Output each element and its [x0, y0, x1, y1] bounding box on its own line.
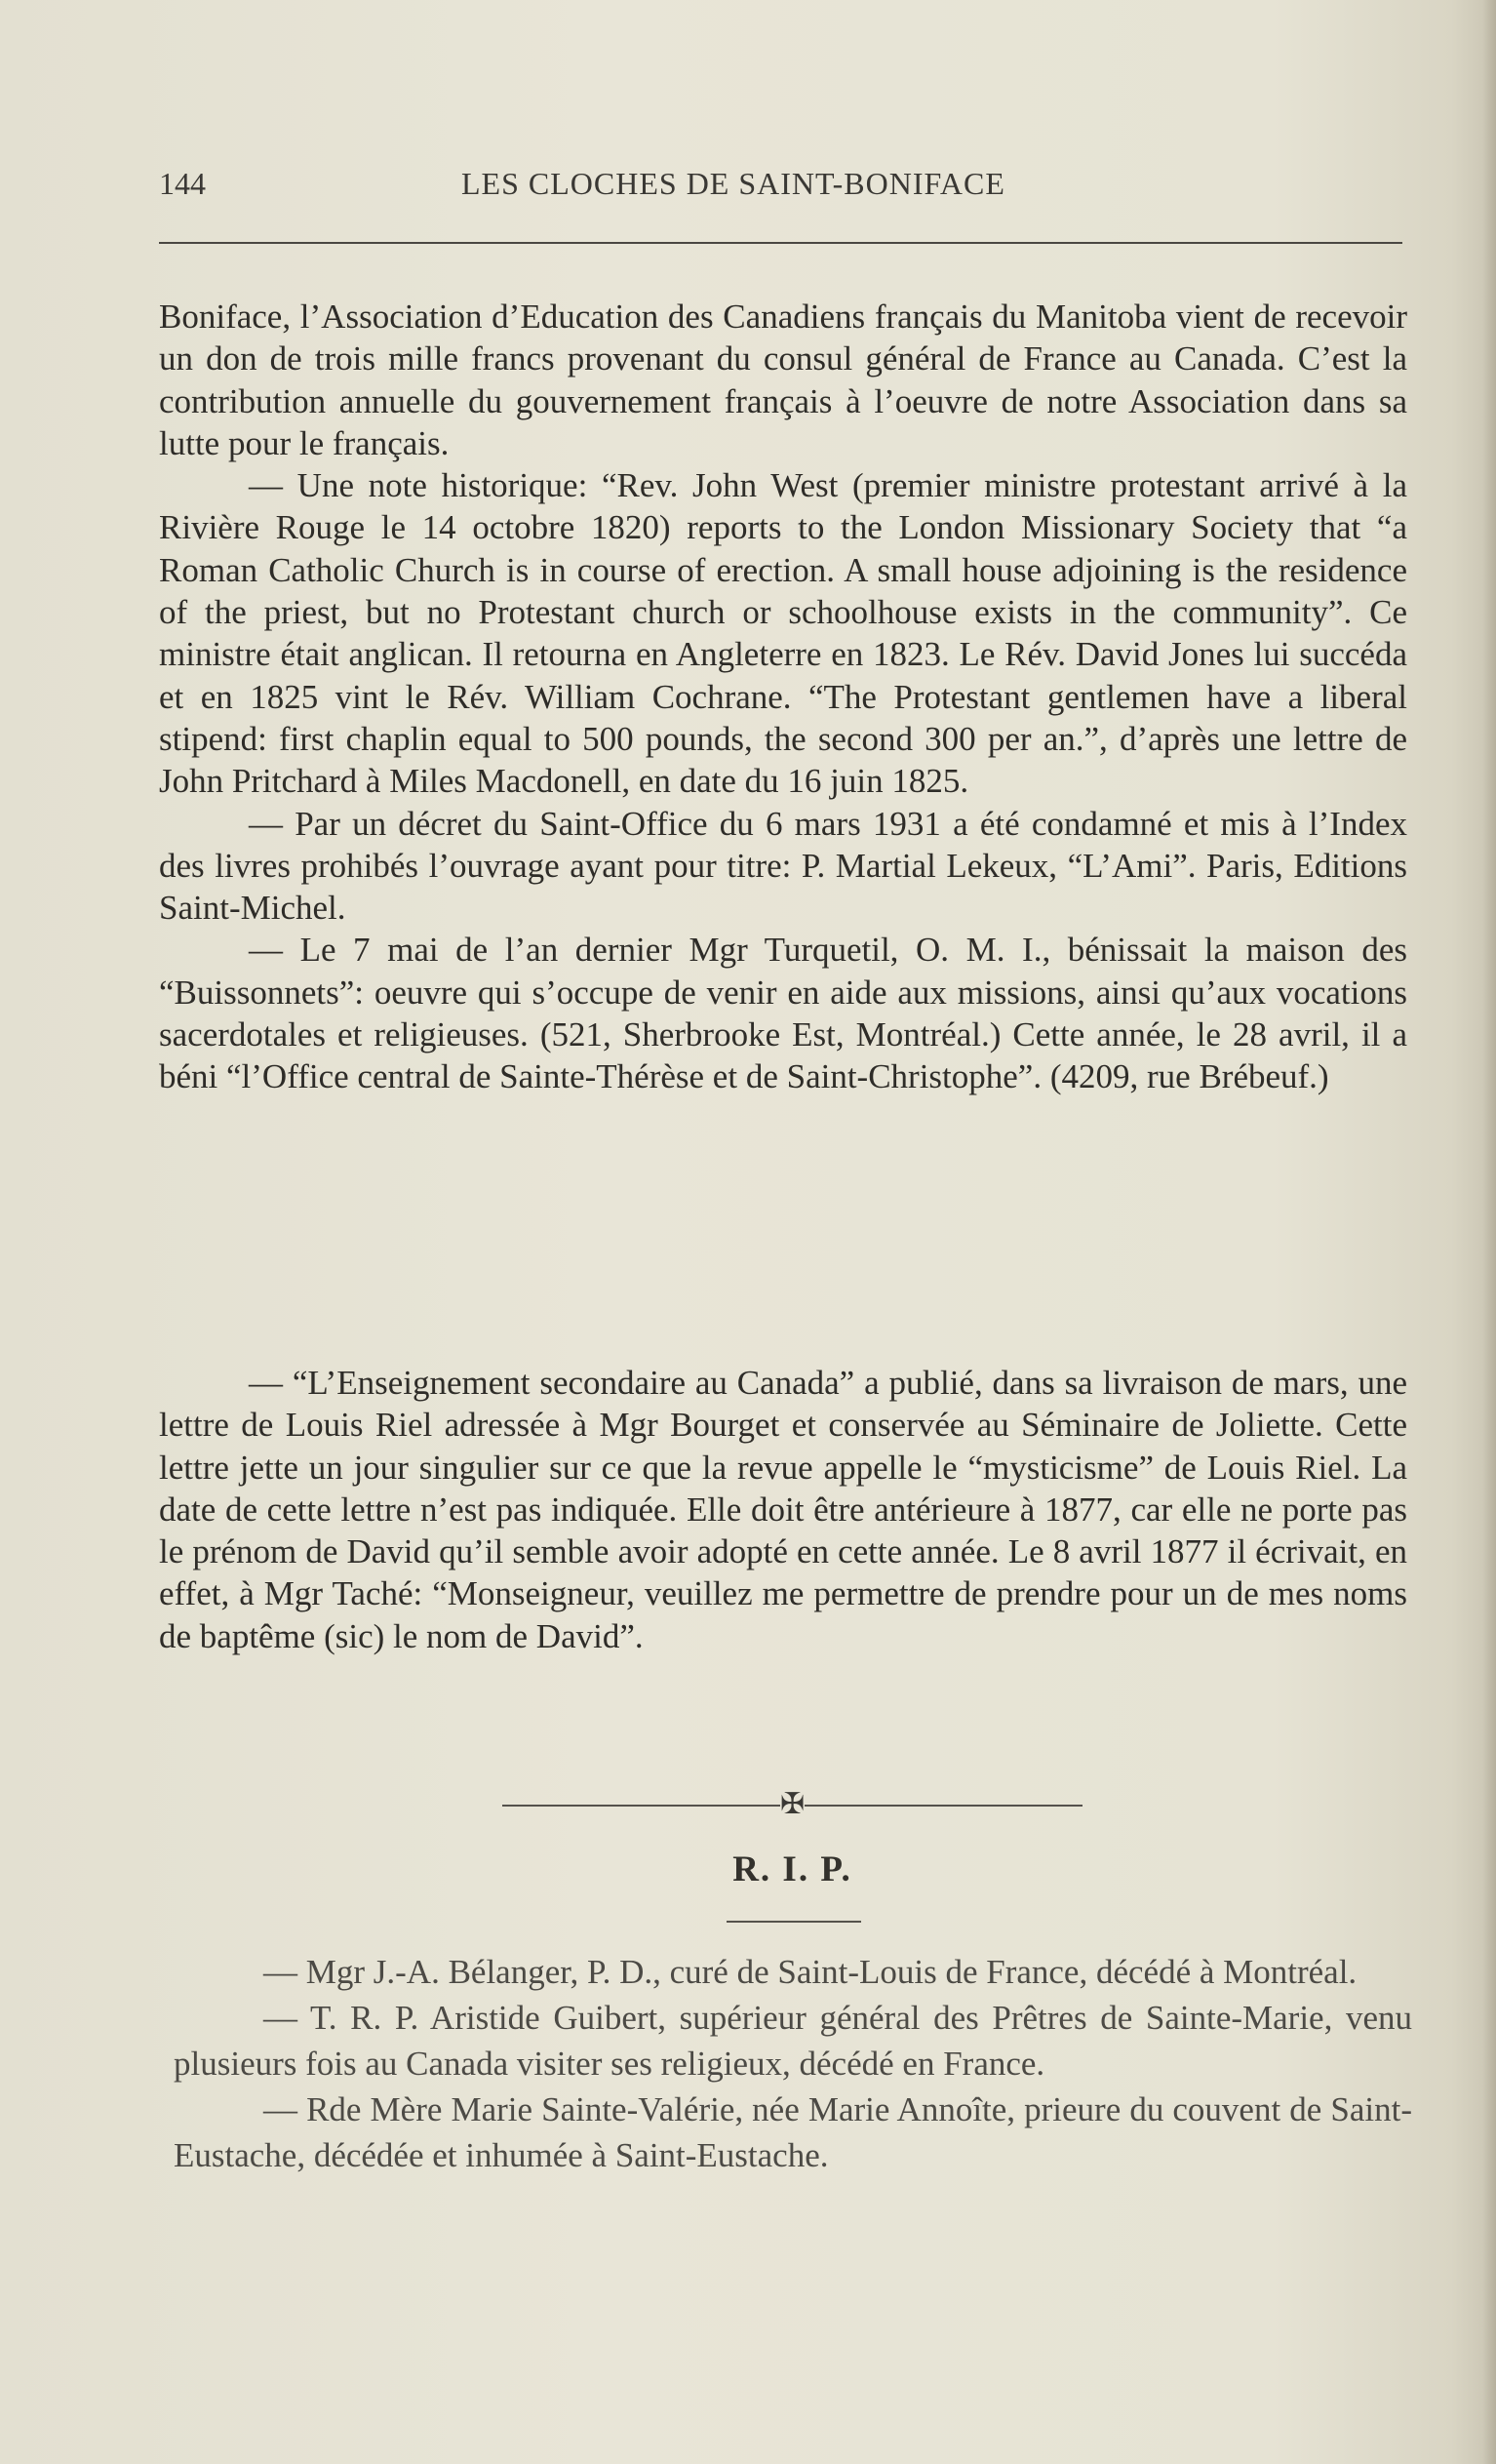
main-text-block	[159, 296, 1407, 1098]
rip-section-rule	[727, 1921, 861, 1923]
ornament-line-right	[805, 1805, 1083, 1807]
paragraph-riel-letter: — “L’Enseignement secondaire au Canada” a publié, dans sa livraison de mars, une lettre de Louis Riel adressée à Mgr Bourget et conservée au Séminaire de Joliette. Cette lettre jette un jour singulier sur ce que la revue appelle le “mysticisme” de Louis Riel. La date de cette lettre n’est pas indiquée. Elle doit être antérieure à 1877, car elle ne porte pas le prénom de David qu’il semble avoir adopté en cette année. Le 8 avril 1877 il écrivait, en effet, à Mgr Taché: “Monseigneur, veuillez me permettre de prendre pour un de mes noms de baptême (sic) le nom de David”.	[159, 1364, 1407, 1655]
rip-list	[174, 1949, 1412, 2178]
page-edge-shadow	[1482, 0, 1496, 2464]
page-header	[159, 166, 1402, 215]
paragraph-buissonnets: — Le 7 mai de l’an dernier Mgr Turquetil, O. M. I., bénissait la maison des “Buissonnets”: oeuvre qui s’occupe de venir en aide aux missions, ainsi qu’aux vocations sacerdotales et religieuses. (521, Sherbrooke Est, Montréal.) Cette année, le 28 avril, il a béni “l’Office central de Sainte-Thérèse et de Saint-Christophe”. (4209, rue Brébeuf.)	[159, 931, 1407, 1096]
paragraph-association: Boniface, l’Association d’Education des Canadiens français du Manitoba vient de recevoir un don de trois mille francs provenant du consul général de France au Canada. C’est la contribution annuelle du gouvernement français à l’oeuvre de notre Association dans sa lutte pour le français.	[159, 298, 1407, 462]
riel-text-block	[159, 1362, 1407, 1657]
maltese-cross-icon: ✠	[780, 1787, 806, 1821]
ornament-line-left	[502, 1805, 780, 1807]
paragraph-saint-office: — Par un décret du Saint-Office du 6 mars 1931 a été condamné et mis à l’Index des livres prohibés l’ouvrage ayant pour titre: P. Martial Lekeux, “L’Ami”. Paris, Editions Saint-Michel.	[159, 804, 1407, 928]
rip-section-title: R. I. P.	[732, 1849, 852, 1889]
rip-item-belanger: — Mgr J.-A. Bélanger, P. D., curé de Saint-Louis de France, décédé à Montréal.	[263, 1953, 1358, 1991]
running-title: LES CLOCHES DE SAINT-BONIFACE	[461, 166, 1005, 201]
header-rule	[159, 242, 1402, 244]
paragraph-historical-note: — Une note historique: “Rev. John West (premier ministre protestant arrivé à la Rivière Rouge le 14 octobre 1820) reports to the London Missionary Society that “a Roman Catholic Church is in course of erection. A small house adjoining is the residence of the priest, but no Protestant church or schoolhouse exists in the community”. Ce ministre était anglican. Il retourna en Angleterre en 1823. Le Rév. David Jones lui succéda et en 1825 vint le Rév. William Cochrane. “The Protestant gentlemen have a liberal stipend: first chaplin equal to 500 pounds, the second 300 per an.”, d’après une lettre de John Pritchard à Miles Macdonell, en date du 16 juin 1825.	[159, 466, 1407, 801]
section-ornament	[502, 1787, 1083, 1821]
rip-item-guibert: — T. R. P. Aristide Guibert, supérieur général des Prêtres de Sainte-Marie, venu plusieurs fois au Canada visiter ses religieux, décédé en France.	[174, 1999, 1412, 2083]
rip-item-sainte-valerie: — Rde Mère Marie Sainte-Valérie, née Marie Annoîte, prieure du couvent de Saint-Eustache, décédée et inhumée à Saint-Eustache.	[174, 2090, 1412, 2174]
page-number: 144	[159, 166, 206, 201]
